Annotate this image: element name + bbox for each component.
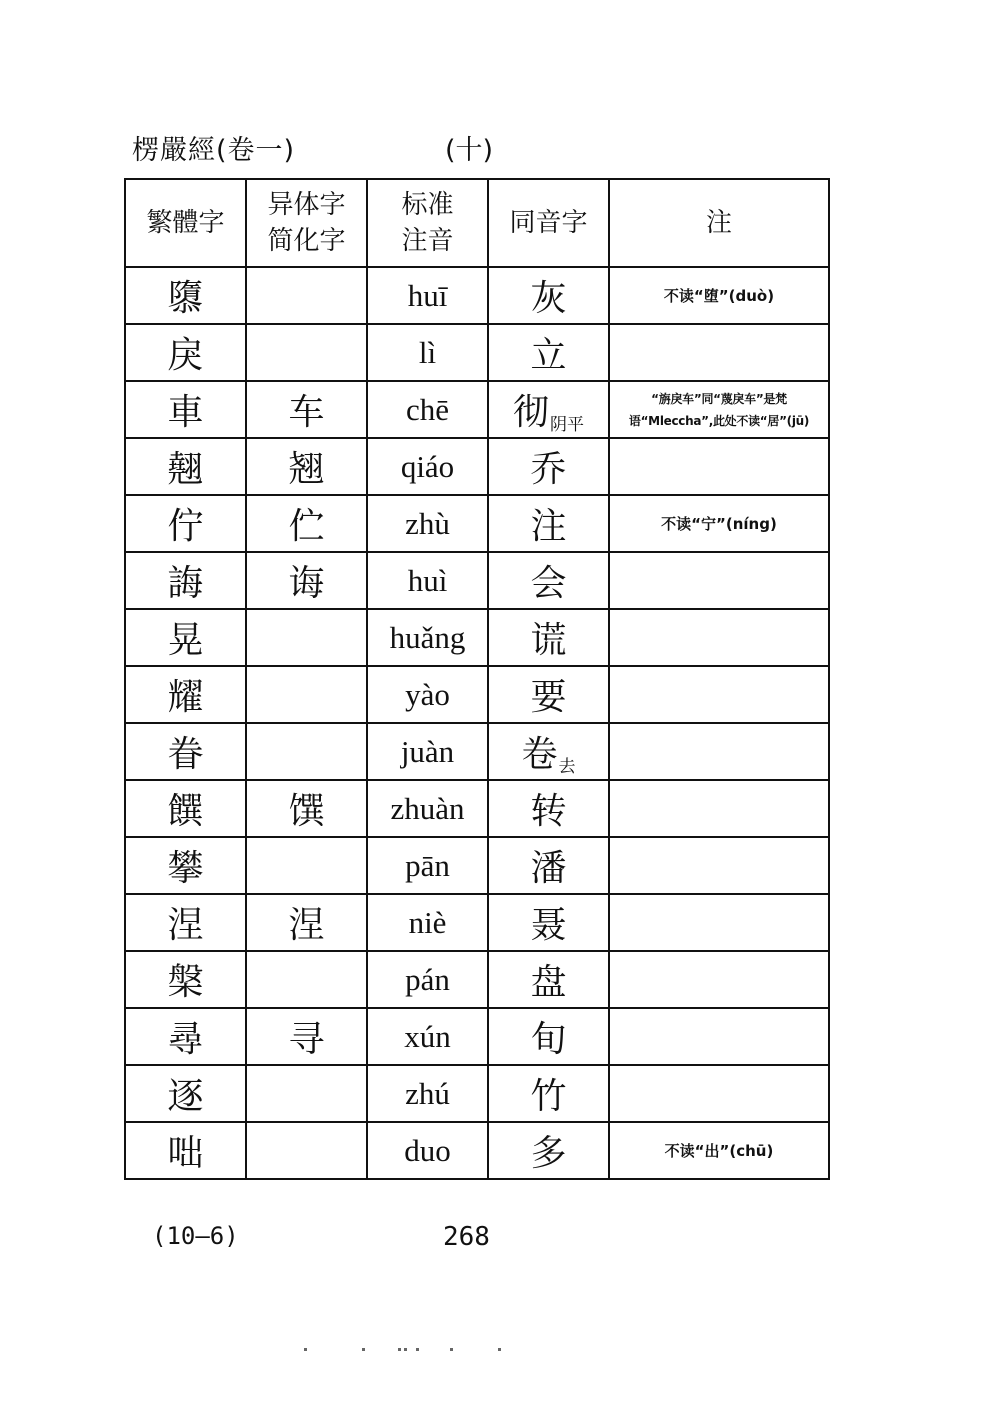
homophone-cell xyxy=(488,666,609,723)
pinyin-cell: duo xyxy=(367,1122,488,1179)
simplified-char-cell xyxy=(246,723,367,780)
note-cell xyxy=(609,438,829,495)
pinyin-cell: qiáo xyxy=(367,438,488,495)
homophone-char: 立 xyxy=(530,335,567,376)
table-row xyxy=(125,267,829,324)
simplified-char-cell xyxy=(246,837,367,894)
traditional-char-cell: 誨 xyxy=(125,552,246,609)
simplified-char-cell xyxy=(246,609,367,666)
table-row xyxy=(125,495,829,552)
simplified-char-cell xyxy=(246,267,367,324)
scan-specks xyxy=(300,1348,540,1356)
simplified-char-cell: 伫 xyxy=(246,495,367,552)
note-cell xyxy=(609,1065,829,1122)
simplified-char-cell xyxy=(246,951,367,1008)
note-cell xyxy=(609,837,829,894)
homophone-cell xyxy=(488,324,609,381)
col-header-label: 同音字 xyxy=(509,208,588,238)
table-row xyxy=(125,780,829,837)
homophone-cell xyxy=(488,780,609,837)
simplified-char-cell: 涅 xyxy=(246,894,367,951)
table-row xyxy=(125,609,829,666)
page-number: 268 xyxy=(443,1222,490,1252)
homophone-cell xyxy=(488,381,609,438)
homophone-char: 聂 xyxy=(530,905,567,946)
traditional-char-cell: 尋 xyxy=(125,1008,246,1065)
pinyin-cell: zhú xyxy=(367,1065,488,1122)
note-cell: 不读“堕”(duò) xyxy=(609,267,829,324)
simplified-char-cell: 诲 xyxy=(246,552,367,609)
note-cell xyxy=(609,780,829,837)
table-row xyxy=(125,894,829,951)
pinyin-cell: zhuàn xyxy=(367,780,488,837)
homophone-char: 转 xyxy=(530,791,567,832)
table-row xyxy=(125,837,829,894)
col-header-label: 繁體字 xyxy=(146,208,225,238)
note-cell xyxy=(609,324,829,381)
simplified-char-cell xyxy=(246,324,367,381)
homophone-char: 注 xyxy=(530,506,567,547)
homophone-cell xyxy=(488,1008,609,1065)
homophone-char: 多 xyxy=(530,1133,567,1174)
homophone-cell xyxy=(488,495,609,552)
table-row xyxy=(125,951,829,1008)
homophone-char: 乔 xyxy=(530,449,567,490)
col-header-label: 标准 xyxy=(401,190,454,220)
table-row xyxy=(125,1065,829,1122)
simplified-char-cell xyxy=(246,666,367,723)
homophone-char: 谎 xyxy=(530,620,567,661)
homophone-char: 卷 xyxy=(521,734,558,775)
note-cell xyxy=(609,951,829,1008)
pinyin-cell: yào xyxy=(367,666,488,723)
pinyin-cell: huī xyxy=(367,267,488,324)
note-cell xyxy=(609,894,829,951)
pinyin-cell: zhù xyxy=(367,495,488,552)
pinyin-cell: niè xyxy=(367,894,488,951)
table-row xyxy=(125,324,829,381)
homophone-char: 盘 xyxy=(530,962,567,1003)
traditional-char-cell: 涅 xyxy=(125,894,246,951)
homophone-cell xyxy=(488,267,609,324)
homophone-char: 要 xyxy=(530,677,567,718)
simplified-char-cell: 车 xyxy=(246,381,367,438)
simplified-char-cell xyxy=(246,1065,367,1122)
pinyin-cell: chē xyxy=(367,381,488,438)
simplified-char-cell xyxy=(246,1122,367,1179)
homophone-char: 会 xyxy=(530,563,567,604)
book-title: 楞嚴經(卷一) xyxy=(132,135,296,166)
col-header-standard-pinyin xyxy=(367,179,488,267)
homophone-cell xyxy=(488,438,609,495)
homophone-char: 灰 xyxy=(530,278,567,319)
table-row xyxy=(125,381,829,438)
simplified-char-cell: 馔 xyxy=(246,780,367,837)
pinyin-cell: xún xyxy=(367,1008,488,1065)
col-header-label: 注音 xyxy=(401,226,454,256)
homophone-cell xyxy=(488,1122,609,1179)
homophone-cell xyxy=(488,552,609,609)
col-header-homophone xyxy=(488,179,609,267)
note-cell: 不读“出”(chū) xyxy=(609,1122,829,1179)
col-header-variant-simplified xyxy=(246,179,367,267)
homophone-char: 彻 xyxy=(512,392,549,433)
pinyin-cell: pán xyxy=(367,951,488,1008)
table-row xyxy=(125,1122,829,1179)
col-header-note xyxy=(609,179,829,267)
simplified-char-cell: 翘 xyxy=(246,438,367,495)
tone-annotation: 去 xyxy=(558,757,576,777)
traditional-char-cell: 隳 xyxy=(125,267,246,324)
pinyin-cell: huì xyxy=(367,552,488,609)
simplified-char-cell: 寻 xyxy=(246,1008,367,1065)
col-header-traditional xyxy=(125,179,246,267)
traditional-char-cell: 逐 xyxy=(125,1065,246,1122)
note-cell xyxy=(609,552,829,609)
note-cell xyxy=(609,666,829,723)
note-cell: 不读“宁”(níng) xyxy=(609,495,829,552)
col-header-label: 异体字 xyxy=(267,190,346,220)
tone-annotation: 阴平 xyxy=(550,415,584,435)
homophone-cell xyxy=(488,837,609,894)
pronunciation-table xyxy=(124,178,830,1180)
traditional-char-cell: 晃 xyxy=(125,609,246,666)
traditional-char-cell: 耀 xyxy=(125,666,246,723)
table-row xyxy=(125,438,829,495)
homophone-cell xyxy=(488,723,609,780)
traditional-char-cell: 槃 xyxy=(125,951,246,1008)
homophone-char: 竹 xyxy=(530,1076,567,1117)
pinyin-cell: lì xyxy=(367,324,488,381)
homophone-cell xyxy=(488,951,609,1008)
traditional-char-cell: 戾 xyxy=(125,324,246,381)
note-cell: “旃戾车”同“蔑戾车”是梵语“Mleccha”,此处不读“居”(jū) xyxy=(609,381,829,438)
homophone-cell xyxy=(488,894,609,951)
table-header-row xyxy=(125,179,829,267)
homophone-char: 旬 xyxy=(530,1019,567,1060)
table-row xyxy=(125,1008,829,1065)
homophone-cell xyxy=(488,1065,609,1122)
traditional-char-cell: 攀 xyxy=(125,837,246,894)
traditional-char-cell: 咄 xyxy=(125,1122,246,1179)
section-number: (十) xyxy=(445,135,494,166)
traditional-char-cell: 翹 xyxy=(125,438,246,495)
col-header-label: 简化字 xyxy=(267,226,346,256)
pinyin-cell: pān xyxy=(367,837,488,894)
note-cell xyxy=(609,1008,829,1065)
homophone-cell xyxy=(488,609,609,666)
traditional-char-cell: 眷 xyxy=(125,723,246,780)
section-reference: (10—6) xyxy=(152,1222,239,1250)
table-row xyxy=(125,723,829,780)
pinyin-cell: juàn xyxy=(367,723,488,780)
note-cell xyxy=(609,723,829,780)
homophone-char: 潘 xyxy=(530,848,567,889)
traditional-char-cell: 佇 xyxy=(125,495,246,552)
table-row xyxy=(125,552,829,609)
traditional-char-cell: 車 xyxy=(125,381,246,438)
traditional-char-cell: 饌 xyxy=(125,780,246,837)
table-row xyxy=(125,666,829,723)
note-cell xyxy=(609,609,829,666)
col-header-label: 注 xyxy=(705,208,732,238)
pinyin-cell: huǎng xyxy=(367,609,488,666)
